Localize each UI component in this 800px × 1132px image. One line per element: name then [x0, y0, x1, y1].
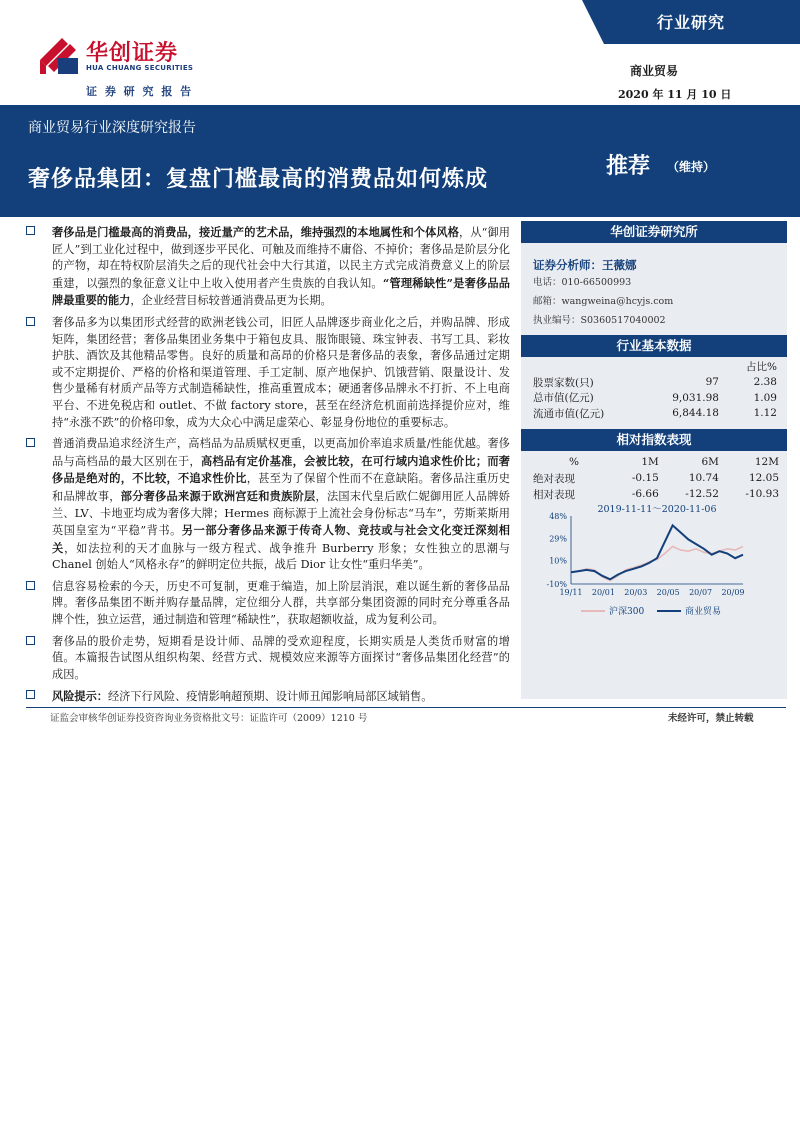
y-tick-label: 10% [549, 556, 567, 566]
perf-col-header: 1M [641, 456, 659, 468]
index-chart [521, 502, 787, 630]
bold-text: “管理稀缺性”是奢侈品品牌最重要的能力 [52, 275, 510, 308]
x-tick-label: 20/01 [591, 588, 615, 597]
summary-column [26, 224, 510, 711]
row-pct: 1.09 [753, 391, 777, 404]
perf-value: -12.52 [685, 488, 719, 500]
x-tick-label: 19/11 [559, 588, 583, 597]
text: 奢侈品的股价走势，短期看是设计师、品牌的受欢迎程度，长期实质是人类货币财富的增值。本篇报告试图从组织构架、经营方式、规模效应来源等方面探讨“奢侈品集团化经营”的成因。 [52, 634, 510, 681]
header-tab [582, 0, 800, 44]
square-bullet-icon [26, 581, 35, 590]
footer-divider [26, 707, 786, 708]
table-row [521, 406, 787, 422]
x-tick-label: 20/03 [624, 588, 648, 597]
y-tick-label: 48% [549, 512, 567, 521]
perf-col-header: 6M [701, 456, 719, 468]
report-title: 奢侈品集团：复盘门槛最高的消费品如何炼成 [28, 166, 489, 192]
perf-table [521, 454, 787, 502]
row-label: 流通市值(亿元) [533, 407, 605, 420]
x-tick-label: 20/09 [721, 588, 745, 597]
perf-value: 10.74 [688, 472, 719, 484]
summary-paragraph [26, 315, 510, 431]
rating: 推荐 [606, 153, 651, 179]
text: 信息容易检索的今天，历史不可复制，更难于编造，加上阶层消泯，难以诞生新的奢侈品品牌。奢侈品集团不断并购存量品牌，定位细分人群，共享部分集团资源的同时充分尊重各品牌个性，独立运营，通过制造和管理“稀缺性”，获取超额收益，成为复利公司。 [52, 579, 510, 627]
bold-text: 部分奢侈品来源于欧洲宫廷和贵族阶层 [120, 488, 316, 503]
report-date: 2020 年 11 月 10 日 [618, 88, 732, 101]
footer-copyright: 未经许可，禁止转载 [668, 713, 754, 724]
row-value: 9,031.98 [672, 391, 719, 404]
text: ，甚至为了保留个性而不在意缺陷。奢侈品注重历史和品牌故事， [52, 472, 510, 503]
y-tick-label: -10% [546, 580, 567, 589]
x-tick-label: 20/07 [689, 588, 713, 597]
summary-paragraph [26, 224, 510, 310]
row-pct: 1.12 [753, 407, 777, 420]
summary-paragraph [26, 634, 510, 684]
analyst-name: 证券分析师：王薇娜 [533, 258, 637, 272]
legend-label: 商业贸易 [685, 607, 722, 617]
analyst-email[interactable]: 邮箱：wangweina@hcyjs.com [533, 296, 674, 307]
perf-col-header: % [569, 456, 579, 468]
text: ，企业经营目标较普通消费品更为长期。 [130, 294, 332, 308]
bold-text: 另一部分奢侈品来源于传奇人物、竞技或与社会文化变迁深刻相关 [52, 523, 510, 555]
square-bullet-icon [26, 226, 35, 235]
analyst-phone: 电话：010-66500993 [533, 277, 632, 288]
info-sidebar [521, 221, 787, 699]
title-banner [0, 105, 800, 217]
summary-paragraph [26, 436, 510, 574]
table-row [521, 454, 787, 470]
x-tick-label: 20/05 [656, 588, 680, 597]
company-logo [36, 36, 196, 78]
table-row [521, 375, 787, 391]
perf-value: -0.15 [631, 472, 659, 484]
table-row [521, 470, 787, 486]
text: 普通消费品追求经济生产，高档品为品质赋权更重，以更高加价率追求质量/性能优越。奢侈品与高档品的最大区别在于， [52, 437, 510, 468]
perf-row-label: 绝对表现 [533, 472, 575, 485]
header-tab-label: 行业研究 [656, 13, 725, 32]
text: ，如法拉利的天才血脉与一级方程式、战争推升 Burberry 形象；女性独立的思潮与 Chanel 创始人“风格永存”的鲜明定位共振，战后 Dior 让女性“重归华美”。 [52, 541, 510, 572]
perf-col-header: 12M [754, 456, 779, 468]
text: 奢侈品多为以集团形式经营的欧洲老钱公司，旧匠人品牌逐步商业化之后，并购品牌、形成矩阵，集团经营；奢侈品集团业务集中于箱包皮具、服饰眼镜、珠宝钟表、书写工具、彩妆护肤、酒饮及其他精品零售。良好的质量和高昂的价格只是奢侈品的表象，奢侈品通过定期或不定期提价、严格的价格和渠道管理、手工定制、原产地保护、饥饿营销、限量设计、发售少量稀有材质产品等方式制造稀缺性，推高重置成本；硬通奢侈品牌永不打折、不上电商平台、不进免税店和 outlet、不做 factory store，甚至在经济危机面前选择提价应对，维持“永涨不跌”的价格印象，成为大众心中满足虚荣心、彰显身份地位的重要标志。 [52, 315, 510, 429]
logo-english: HUA CHUANG SECURITIES [86, 64, 194, 72]
row-value: 6,844.18 [672, 407, 719, 420]
summary-paragraph [26, 688, 510, 706]
table-row [521, 359, 787, 375]
square-bullet-icon [26, 317, 35, 326]
perf-row-label: 相对表现 [533, 488, 575, 501]
table-row [521, 390, 787, 406]
sector-label: 商业贸易 [630, 64, 679, 78]
rating-note: （维持） [667, 160, 716, 174]
logo-mark-icon [36, 36, 80, 76]
row-pct: 2.38 [753, 376, 777, 389]
perf-value: 12.05 [748, 472, 779, 484]
square-bullet-icon [26, 636, 35, 645]
basic-data-table [521, 359, 787, 421]
row-label: 股票家数(只) [533, 376, 594, 389]
logo-name: 华创证券 [86, 41, 179, 66]
row-label: 总市值(亿元) [533, 392, 594, 405]
bold-text: 风险提示： [52, 689, 108, 704]
index-chart-svg [521, 502, 787, 630]
table-row [521, 486, 787, 502]
square-bullet-icon [26, 438, 35, 447]
footer-license: 证监会审核华创证券投资咨询业务资格批文号：证监许可（2009）1210 号 [50, 713, 368, 724]
square-bullet-icon [26, 690, 35, 699]
row-value: 97 [705, 376, 719, 389]
basic-data-header: 行业基本数据 [521, 335, 787, 357]
text: ，从“御用匠人”到工业化过程中，做到逐步平民化、可触及而维持不庸俗、不掉价；奢侈品是阶层分化的产物，却在特权阶层消失之后的现代社会中大行其道，以民主方式完成消费意义上的阶层重建，以强烈的象征意义让中上收入使用者产生贵族的自我认知。 [52, 226, 510, 290]
bold-text: 奢侈品是门槛最高的消费品，接近量产的艺术品，维持强烈的本地属性和个体风格 [52, 225, 460, 239]
text: 经济下行风险、疫情影响超预期、设计师丑闻影响局部区域销售。 [107, 690, 433, 704]
analyst-license: 执业编号：S0360517040002 [533, 315, 666, 326]
perf-header: 相对指数表现 [521, 429, 787, 451]
perf-value: -10.93 [745, 488, 779, 500]
y-tick-label: 29% [549, 534, 567, 544]
text: ，法国末代皇后欧仁妮御用匠人品牌娇兰、LV、卡地亚均成为奢侈大牌；Hermes 商标源于上流社会身份标志“马车”，劳斯莱斯用英国皇室为“平稳”背书。 [52, 489, 510, 538]
banner-subtitle: 商业贸易行业深度研究报告 [28, 120, 196, 136]
perf-value: -6.66 [631, 488, 659, 500]
bold-text: 高档品有定价基准，会被比较，在可行域内追求性价比；而奢侈品是绝对的，不比较，不追求性价比 [52, 453, 510, 486]
legend-label: 沪深300 [609, 607, 645, 617]
chart-title: 2019-11-11～2020-11-06 [597, 504, 717, 515]
pct-column-header: 占比% [746, 361, 777, 374]
institute-header: 华创证券研究所 [521, 221, 787, 243]
summary-paragraph [26, 579, 510, 629]
report-type: 证 券 研 究 报 告 [86, 85, 194, 98]
